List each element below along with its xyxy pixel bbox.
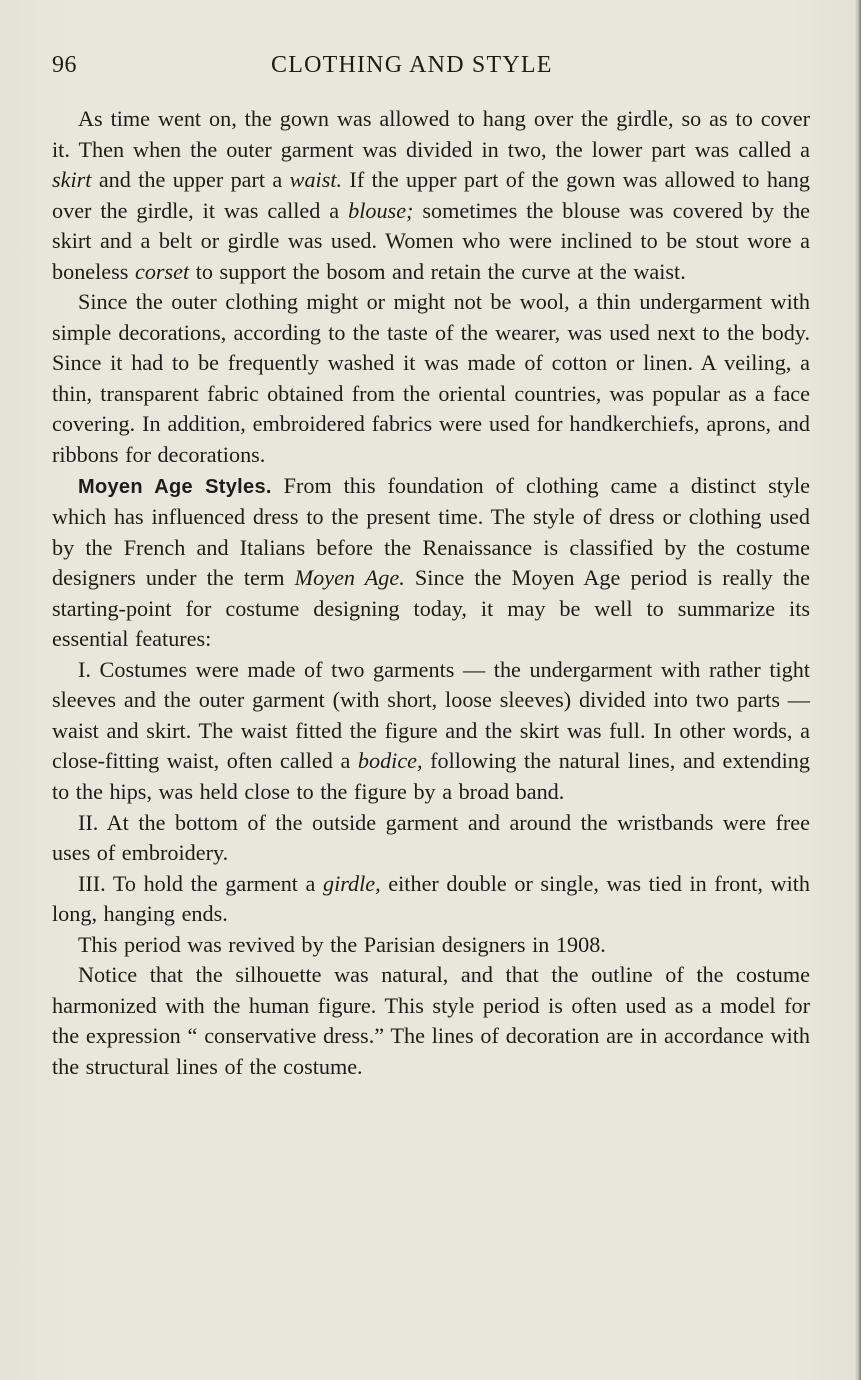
emphasis-corset: corset xyxy=(134,258,190,284)
emphasis-girdle: girdle, xyxy=(322,870,381,896)
page-header xyxy=(52,52,812,86)
emphasis-blouse: blouse; xyxy=(348,197,414,223)
list-item: II. At the bottom of the outside garment and around the wristbands were free uses of embroidery. xyxy=(52,809,810,866)
section-heading: Moyen Age Styles. xyxy=(78,475,272,498)
page-edge-shadow xyxy=(855,0,861,1380)
body-text xyxy=(52,104,810,1083)
running-title: CLOTHING AND STYLE xyxy=(271,52,553,78)
emphasis-skirt: skirt xyxy=(52,167,92,193)
paragraph: This period was revived by the Parisian designers in 1908. xyxy=(78,931,606,957)
paragraph: Since the outer clothing might or might not be wool, a thin undergarment with simple decorations, according to the taste of the wearer, was used next to the body. Since it had to be frequently washed it was made of cotton or linen. A veiling, a thin, transparent fabric obtained from the oriental countries, was popular as a face covering. In addition, embroidered fabrics were used for handkerchiefs, aprons, and ribbons for decorations. xyxy=(52,289,810,468)
list-item: III. To hold the garment a girdle, either double or single, was tied in front, with long, hanging ends. xyxy=(52,870,810,927)
emphasis-moyen-age: Moyen Age. xyxy=(294,565,405,591)
paragraph: As time went on, the gown was allowed to hang over the girdle, so as to cover it. Then when the outer garment was divided in two, the lower part was called a skirt and the upper part a waist. If the upper part of the gown was allowed to hang over the girdle, it was called a blouse; sometimes the blouse was covered by the skirt and a belt or girdle was used. Women who were inclined to be stout wore a boneless corset to support the bosom and retain the curve at the waist. xyxy=(52,106,811,284)
emphasis-bodice: bodice, xyxy=(357,748,423,774)
page-number: 96 xyxy=(52,52,77,78)
list-item: I. Costumes were made of two garments — the undergarment with rather tight sleeves and the outer garment (with short, loose sleeves) divided into two parts — waist and skirt. The waist fitted the figure and the skirt was full. In other words, a close-fitting waist, often called a bodice, following the natural lines, and extending to the hips, was held close to the figure by a broad band. xyxy=(52,656,810,805)
paragraph: Moyen Age Styles. From this foundation of clothing came a distinct style which has influenced dress to the present time. The style of dress or clothing used by the French and Italians before the Renaissance is classified by the costume designers under the term Moyen Age. Since the Moyen Age period is really the starting-point for costume designing today, it may be well to summarize its essential features: xyxy=(52,472,810,652)
emphasis-waist: waist. xyxy=(289,167,343,193)
paragraph: Notice that the silhouette was natural, and that the outline of the costume harmonized with the human figure. This style period is often used as a model for the expression “ conservative dress.” The lines of decoration are in accordance with the structural lines of the costume. xyxy=(52,962,810,1079)
